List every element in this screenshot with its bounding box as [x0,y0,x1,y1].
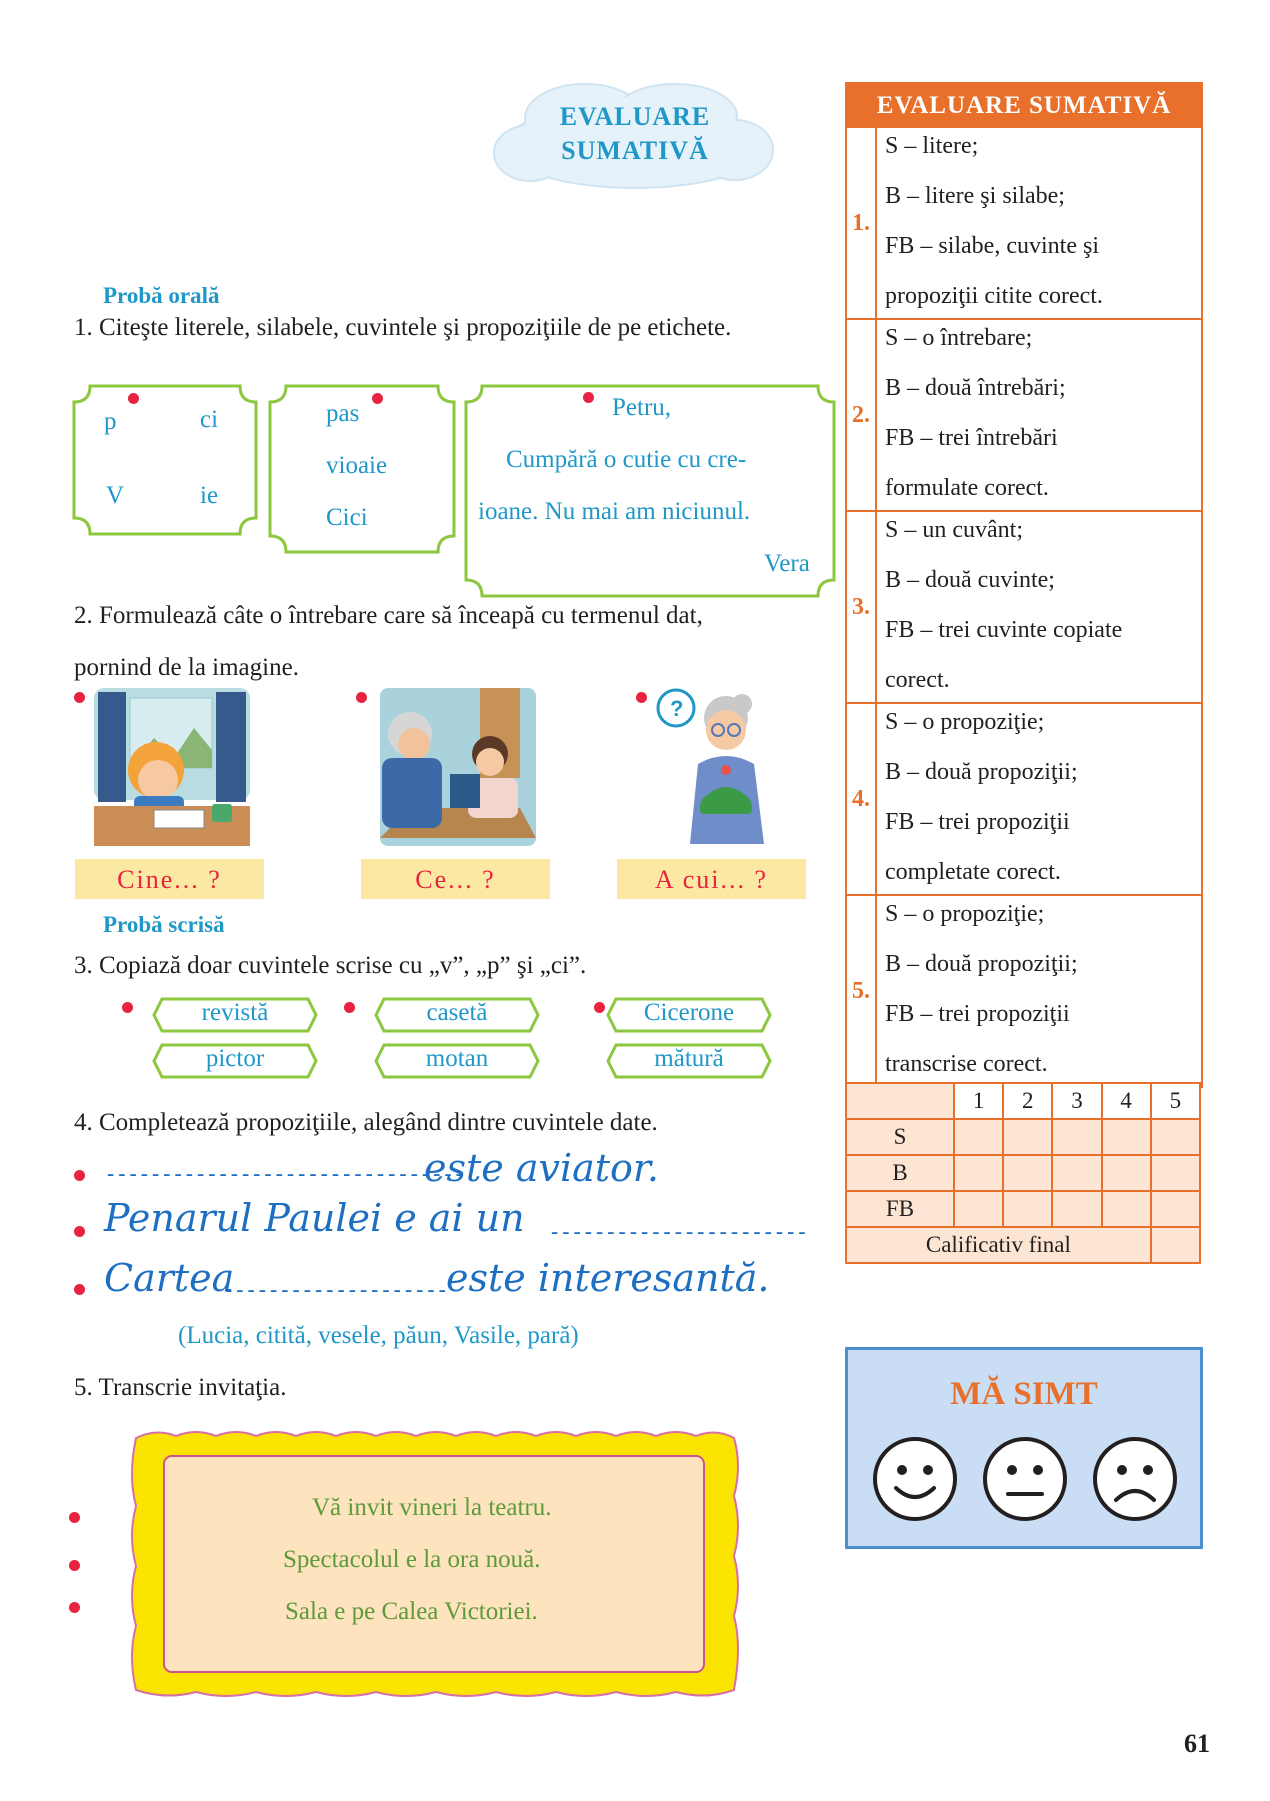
card3-dot [583,392,594,403]
grid-cell[interactable] [954,1191,1003,1227]
invitation-dot3 [69,1602,80,1613]
rubric-line: B – litere şi silabe; [885,183,1065,209]
card1-v: V [106,482,125,509]
task2-line1: 2. Formulează câte o întrebare care să înceapă cu termenul dat, [74,602,703,629]
rubric-row [847,894,1201,1086]
rubric-row [847,318,1201,510]
rubric-line: FB – silabe, cuvinte şi [885,233,1099,259]
rubric-line: FB – trei întrebări [885,425,1058,451]
grid-cell[interactable] [1052,1191,1101,1227]
question-label-a-cui: A cui... ? [617,859,806,899]
word-caseta: casetă [426,999,488,1026]
grid-final-label: Calificativ final [846,1227,1151,1263]
word-motan: motan [425,1045,489,1072]
grid-final-cell[interactable] [1151,1227,1200,1263]
rubric-line: B – două propoziţii; [885,951,1078,977]
neutral-face-icon[interactable] [982,1436,1068,1522]
grid-row-header: FB [846,1191,954,1227]
word-pictor: pictor [205,1045,265,1072]
grid-cell[interactable] [1151,1191,1200,1227]
boy-reading-picture [94,688,250,846]
card1-frame [72,384,258,536]
invitation-line1: Vă invit vineri la teatru. [312,1494,552,1521]
task2-line2: pornind de la imagine. [74,654,299,681]
word-matura: mătură [654,1045,724,1072]
sentence1-text: este aviator. [424,1146,659,1190]
words2-dot [344,1002,355,1013]
happy-face-icon[interactable] [872,1436,958,1522]
grid-col-header: 2 [1003,1083,1052,1119]
rubric-row [847,510,1201,702]
card1-dot [128,393,139,404]
card3-line2: ioane. Nu mai am niciunul. [478,498,751,525]
svg-text:?: ? [670,696,684,721]
title-cloud [490,78,780,196]
rubric-line: B – două întrebări; [885,375,1066,401]
rubric-row [847,702,1201,894]
card3-greeting: Petru, [612,394,672,421]
word-choices: (Lucia, citită, vesele, păun, Vasile, pară) [178,1322,579,1349]
grid-cell[interactable] [1102,1191,1151,1227]
picture1-dot [74,692,85,703]
word-revista: revistă [201,999,269,1026]
grid-cell[interactable] [1151,1155,1200,1191]
card2-word1: pas [326,400,360,427]
rubric-number: 1. [847,128,877,318]
rubric-line: formulate corect. [885,475,1049,501]
grid-cell[interactable] [1102,1119,1151,1155]
invitation-dot1 [69,1512,80,1523]
words1-dot [122,1002,133,1013]
rubric-line: S – litere; [885,133,979,159]
rubric-line: completate corect. [885,859,1061,885]
rubric-line: corect. [885,667,950,693]
task4-text: 4. Completează propoziţiile, alegând dintre cuvintele date. [74,1109,658,1136]
question-label-cine: Cine... ? [75,859,264,899]
grid-cell[interactable] [1003,1191,1052,1227]
rubric-line: B – două cuvinte; [885,567,1055,593]
feelings-box [845,1347,1203,1549]
card2-word3: Cici [326,504,368,531]
card1-p: p [104,408,117,435]
card2-dot [372,393,383,404]
sentence3-start: Cartea [104,1256,235,1300]
word-cicerone: Cicerone [643,999,735,1026]
rubric-number: 5. [847,896,877,1086]
rubric-title: EVALUARE SUMATIVĂ [847,84,1201,126]
grid-row-header: B [846,1155,954,1191]
rubric-line: transcrise corect. [885,1051,1048,1077]
grid-col-header: 5 [1151,1083,1200,1119]
page-number: 61 [1184,1729,1210,1758]
grid-col-header: 1 [954,1083,1003,1119]
invitation-line3: Sala e pe Calea Victoriei. [285,1598,538,1625]
grid-cell[interactable] [1052,1119,1101,1155]
sentence3-end: este interesantă. [446,1256,770,1300]
grandma-hat-picture [654,684,776,846]
rubric-table [845,82,1203,1088]
sad-face-icon[interactable] [1092,1436,1178,1522]
task3-text: 3. Copiază doar cuvintele scrise cu „v”, „p” şi „ci”. [74,952,587,979]
card1-ci: ci [200,406,219,433]
grid-col-header: 4 [1102,1083,1151,1119]
sentence3-blank: -------------------- [222,1278,447,1303]
invitation-line2: Spectacolul e la ora nouă. [283,1546,541,1573]
grid-cell[interactable] [1003,1119,1052,1155]
rubric-line: S – o întrebare; [885,325,1033,351]
task5-text: 5. Transcrie invitaţia. [74,1374,287,1401]
score-grid [845,1082,1201,1264]
sentence2-dot [74,1226,85,1237]
question-label-ce: Ce... ? [361,859,550,899]
rubric-line: propoziţii citite corect. [885,283,1103,309]
card1-ie: ie [200,482,219,509]
grid-cell[interactable] [1003,1155,1052,1191]
invitation-dot2 [69,1560,80,1571]
written-heading: Probă scrisă [103,912,225,937]
sentence1-dot [74,1170,85,1181]
sentence2-blank: ----------------------- [548,1220,807,1245]
rubric-line: FB – trei propoziţii [885,809,1070,835]
grid-col-header: 3 [1052,1083,1101,1119]
grid-cell[interactable] [1102,1155,1151,1191]
picture3-dot [636,692,647,703]
rubric-number: 4. [847,704,877,894]
task1-text: 1. Citeşte literele, silabele, cuvintele şi propoziţiile de pe etichete. [74,314,732,341]
card2-word2: vioaie [326,452,388,479]
cloud-title-line2: SUMATIVĂ [561,136,709,165]
picture2-dot [356,692,367,703]
card3-signature: Vera [764,550,810,577]
sentence1-blank: -------------------------------- [104,1162,464,1187]
sentence2-text: Penarul Paulei e ai un [104,1196,525,1240]
rubric-line: S – o propoziţie; [885,901,1045,927]
sentence3-dot [74,1284,85,1295]
grid-row-header: S [846,1119,954,1155]
grid-cell[interactable] [1151,1119,1200,1155]
rubric-line: S – un cuvânt; [885,517,1023,543]
rubric-row [847,126,1201,318]
grid-cell[interactable] [954,1155,1003,1191]
grid-corner [846,1083,954,1119]
rubric-number: 2. [847,320,877,510]
card3-line1: Cumpără o cutie cu cre- [506,446,747,473]
oral-heading: Probă orală [103,283,220,308]
rubric-line: FB – trei propoziţii [885,1001,1070,1027]
grid-cell[interactable] [954,1119,1003,1155]
feelings-title: MĂ SIMT [950,1376,1098,1412]
cloud-title-line1: EVALUARE [559,102,711,131]
rubric-number: 3. [847,512,877,702]
rubric-line: B – două propoziţii; [885,759,1078,785]
grandpa-book-picture [380,688,536,846]
rubric-line: S – o propoziţie; [885,709,1045,735]
grid-cell[interactable] [1052,1155,1101,1191]
rubric-line: FB – trei cuvinte copiate [885,617,1123,643]
